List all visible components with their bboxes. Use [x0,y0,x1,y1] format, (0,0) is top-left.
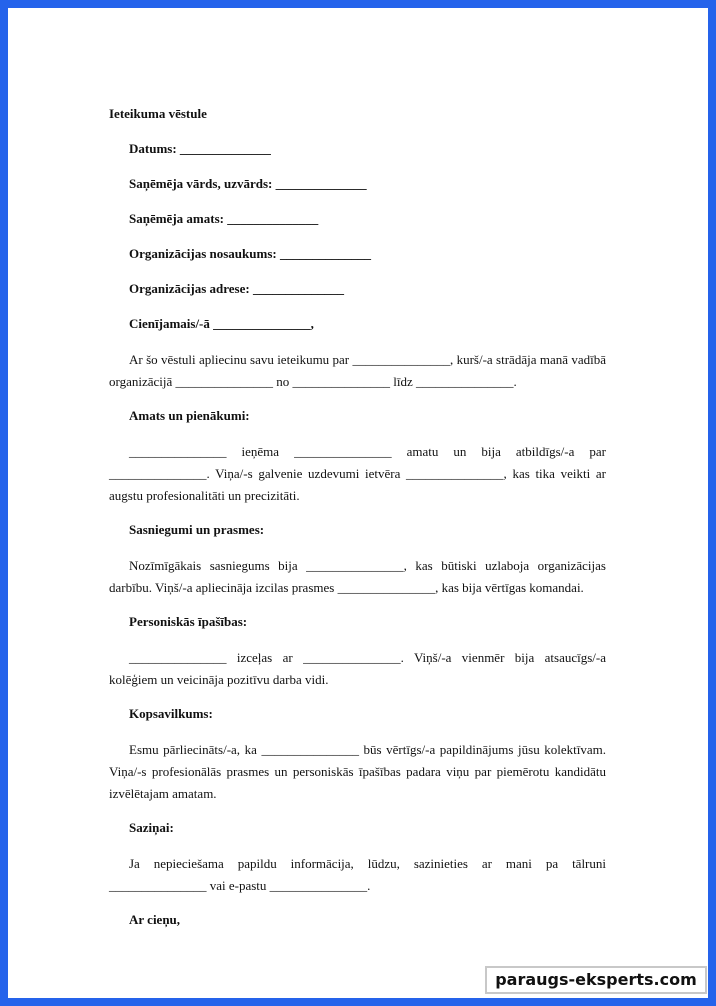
section-heading-personal-qualities: Personiskās īpašības: [129,614,248,629]
field-organization-name: Organizācijas nosaukums: ______________ [129,246,371,261]
intro-paragraph: Ar šo vēstuli apliecinu savu ieteikumu par _______________, kurš/-a strādāja manā vadībā organizācijā _______________ no _______________ līdz _______________. [109,352,606,389]
field-recipient-position: Saņēmēja amats: ______________ [129,211,319,226]
section-heading-achievements: Sasniegumi un prasmes: [129,522,265,537]
field-organization-address: Organizācijas adrese: ______________ [129,281,344,296]
section-text-contact: Ja nepieciešama papildu informācija, lūdzu, sazinieties ar mani pa tālruni _______________ vai e-pastu _______________. [109,856,606,893]
section-text-personal-qualities: _______________ izceļas ar _______________. Viņš/-a vienmēr bija atsaucīgs/-a kolēģiem un veicināja pozitīvu darba vidi. [109,650,606,687]
closing: Ar cieņu, [129,912,181,927]
section-text-duties: _______________ ieņēma _______________ amatu un bija atbildīgs/-a par _______________. Viņa/-s galvenie uzdevumi ietvēra _______________, kas tika veikti ar augstu profesionalitāti un precizitāti. [109,444,606,503]
section-heading-contact: Saziņai: [129,820,174,835]
section-heading-duties: Amats un pienākumi: [129,408,250,423]
section-heading-summary: Kopsavilkums: [129,706,213,721]
salutation: Cienījamais/-ā _______________, [129,316,314,331]
field-date: Datums: ______________ [129,141,271,156]
section-text-achievements: Nozīmīgākais sasniegums bija _______________, kas būtiski uzlaboja organizācijas darbību. Viņš/-a apliecināja izcilas prasmes _______________, kas bija vērtīgas komandai. [109,558,606,595]
letter-document [109,104,606,945]
watermark-badge: paraugs-eksperts.com [485,966,707,994]
section-text-summary: Esmu pārliecināts/-a, ka _______________ būs vērtīgs/-a papildinājums jūsu kolektīvam. Viņa/-s profesionālās prasmes un personiskās īpašības padara viņu par piemērotu kandidātu izvēlētajam amatam. [109,742,606,801]
letter-title: Ieteikuma vēstule [109,106,207,121]
field-recipient-name: Saņēmēja vārds, uzvārds: ______________ [129,176,367,191]
